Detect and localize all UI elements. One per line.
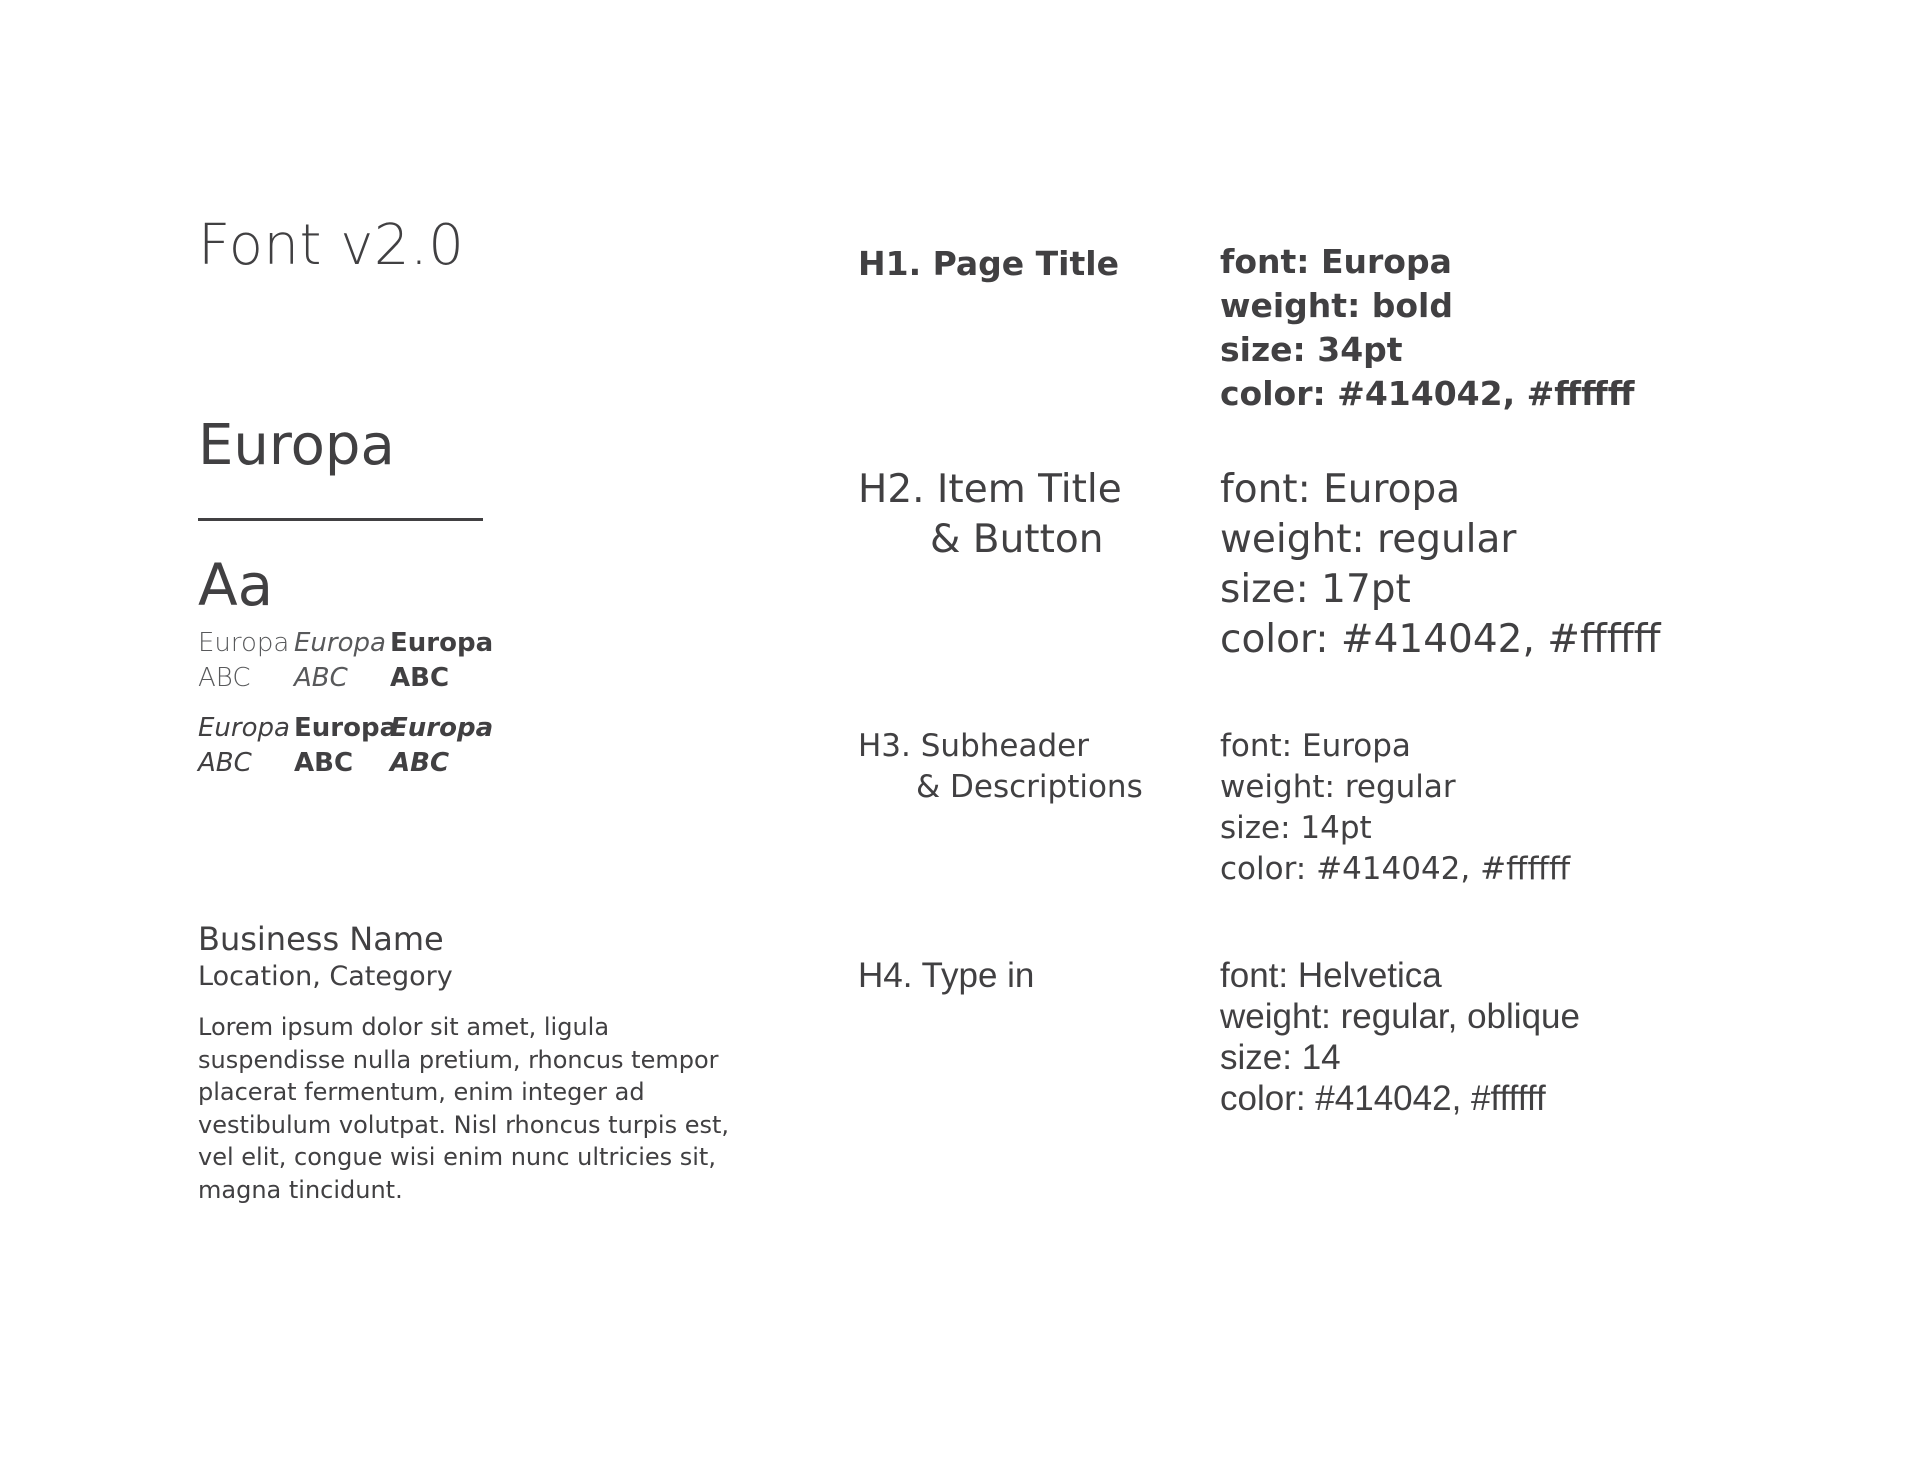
- variant-light-word: Europa: [198, 628, 290, 658]
- variant-italic-caps: ABC: [198, 748, 252, 778]
- spec-size: size: 14pt: [1220, 810, 1372, 846]
- h2-style-label: [858, 465, 1122, 565]
- variant-italic-word: Europa: [198, 713, 290, 743]
- spec-size: size: 17pt: [1220, 567, 1411, 612]
- h3-label-line: H3. Subheader: [858, 728, 1089, 764]
- h3-style-label: [858, 726, 1143, 808]
- spec-font: font: Helvetica: [1220, 956, 1442, 995]
- variant-bold-italic-word: Europa: [390, 713, 494, 743]
- variant-light-italic-caps: ABC: [294, 663, 348, 693]
- sample-description-line: vel elit, congue wisi enim nunc ultricies sit,: [198, 1143, 716, 1171]
- spec-color: color: #414042, #ffffff: [1220, 851, 1571, 887]
- variant-grid-italic: [198, 711, 494, 781]
- spec-weight: weight: regular, oblique: [1220, 997, 1580, 1036]
- spec-weight: weight: regular: [1220, 769, 1456, 805]
- variant-bold-word: Europa: [390, 628, 494, 658]
- variant-bold-caps: ABC: [390, 663, 450, 693]
- sample-description-line: suspendisse nulla pretium, rhoncus tempor: [198, 1045, 719, 1074]
- variant-bold-word: Europa: [294, 713, 398, 743]
- sample-description-line: Lorem ipsum dolor sit amet, ligula: [198, 1013, 610, 1041]
- spec-color: color: #414042, #ffffff: [1220, 617, 1661, 662]
- sample-description-line: placerat fermentum, enim integer ad: [198, 1078, 645, 1106]
- font-specimen: Aa: [198, 551, 274, 619]
- spec-color: color: #414042, #ffffff: [1220, 1079, 1546, 1118]
- spec-font: font: Europa: [1220, 728, 1411, 764]
- spec-font: font: Europa: [1220, 242, 1452, 281]
- spec-weight: weight: regular: [1220, 517, 1517, 562]
- spec-weight: weight: bold: [1220, 286, 1453, 325]
- h4-style-spec: [1220, 955, 1580, 1119]
- h2-label-line: & Button: [930, 517, 1104, 562]
- h3-label-line: & Descriptions: [916, 769, 1143, 805]
- sample-business-name: Business Name: [198, 920, 444, 958]
- variant-light-italic-word: Europa: [294, 628, 386, 658]
- spec-size: size: 14: [1220, 1038, 1341, 1077]
- variant-grid-regular: [198, 626, 494, 696]
- spec-color: color: #414042, #ffffff: [1220, 374, 1635, 413]
- sample-location-category: Location, Category: [198, 961, 453, 992]
- font-family-name: Europa: [198, 413, 395, 478]
- h2-style-spec: [1220, 465, 1661, 665]
- document-title: Font v2.0: [198, 213, 465, 278]
- variant-bold-caps: ABC: [294, 748, 354, 778]
- sample-description: [198, 1011, 738, 1206]
- family-divider: [198, 518, 483, 521]
- sample-description-line: vestibulum volutpat. Nisl rhoncus turpis est,: [198, 1110, 730, 1139]
- spec-font: font: Europa: [1220, 467, 1461, 512]
- variant-light-caps: ABC: [198, 663, 251, 693]
- spec-size: size: 34pt: [1220, 330, 1403, 369]
- h2-label-line: H2. Item Title: [858, 467, 1122, 512]
- h4-style-label: H4. Type in: [858, 956, 1035, 995]
- h1-style-spec: [1220, 240, 1634, 416]
- sample-description-line: magna tincidunt.: [198, 1175, 403, 1204]
- h3-style-spec: [1220, 726, 1570, 890]
- h1-style-label: H1. Page Title: [858, 244, 1119, 283]
- variant-bold-italic-caps: ABC: [390, 748, 450, 778]
